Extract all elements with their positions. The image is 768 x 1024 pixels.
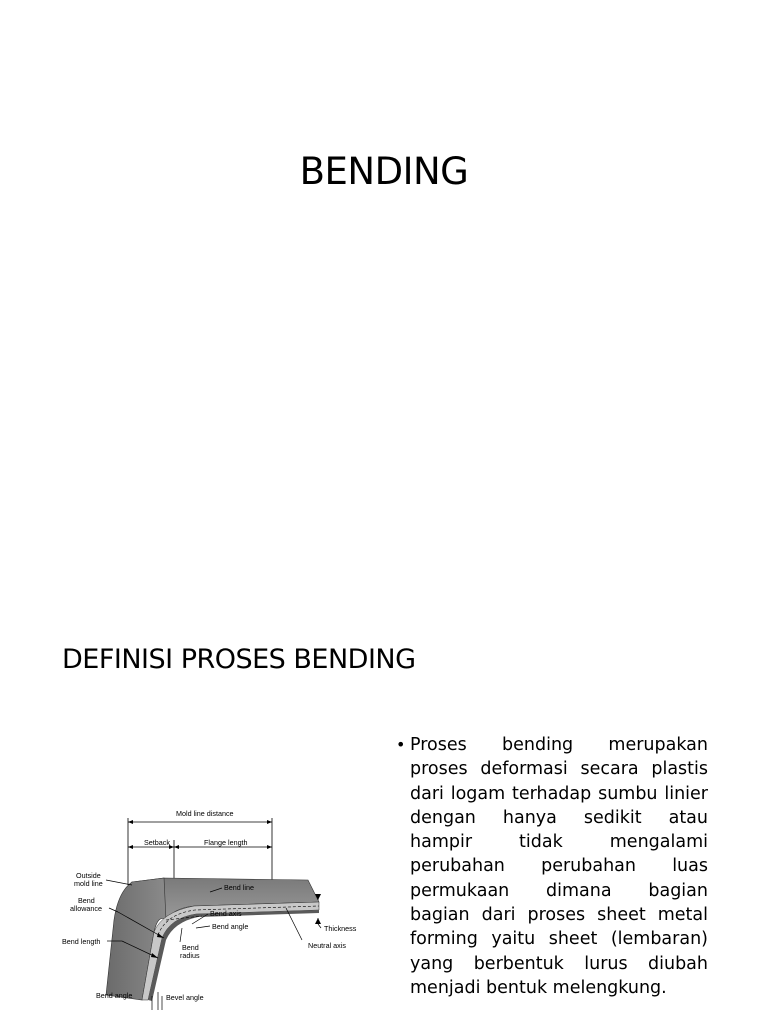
label-bend-angle-bottom: Bend angle (96, 991, 133, 1000)
label-bevel-angle: Bevel angle (166, 993, 204, 1002)
label-flange-length: Flange length (204, 838, 248, 847)
label-setback: Setback (144, 838, 170, 847)
label-bend-line: Bend line (224, 883, 254, 892)
bending-diagram (62, 800, 367, 1010)
slide2-title: DEFINISI PROSES BENDING (62, 644, 416, 675)
label-bend-length: Bend length (62, 937, 101, 946)
bullet-text: Proses bending merupakan proses deformasi secara plastis dari logam terhadap sumbu linier dengan hanya sedikit atau hampir tidak mengalami perubahan perubahan luas permukaan dimana bagian bagian dari proses sheet metal forming yaitu sheet (lembaran) yang berbentuk lurus diubah menjadi bentuk melengkung. (410, 735, 708, 998)
label-bend-radius-2: radius (180, 951, 200, 960)
bullet-dot: • (396, 735, 406, 754)
label-outside-mold-line-2: mold line (74, 879, 103, 888)
label-bend-radius-1: Bend (182, 943, 199, 952)
label-bend-allowance-1: Bend (78, 896, 95, 905)
label-neutral-axis: Neutral axis (308, 941, 346, 950)
label-bend-axis: Bend axis (210, 909, 242, 918)
label-thickness: Thickness (324, 924, 357, 933)
label-bend-allowance-2: allowance (70, 904, 102, 913)
label-mold-line-distance: Mold line distance (176, 809, 234, 818)
bullet-item (396, 733, 708, 1000)
label-outside-mold-line-1: Outside (76, 871, 101, 880)
label-bend-angle: Bend angle (212, 922, 249, 931)
slide1-title: BENDING (299, 150, 469, 193)
